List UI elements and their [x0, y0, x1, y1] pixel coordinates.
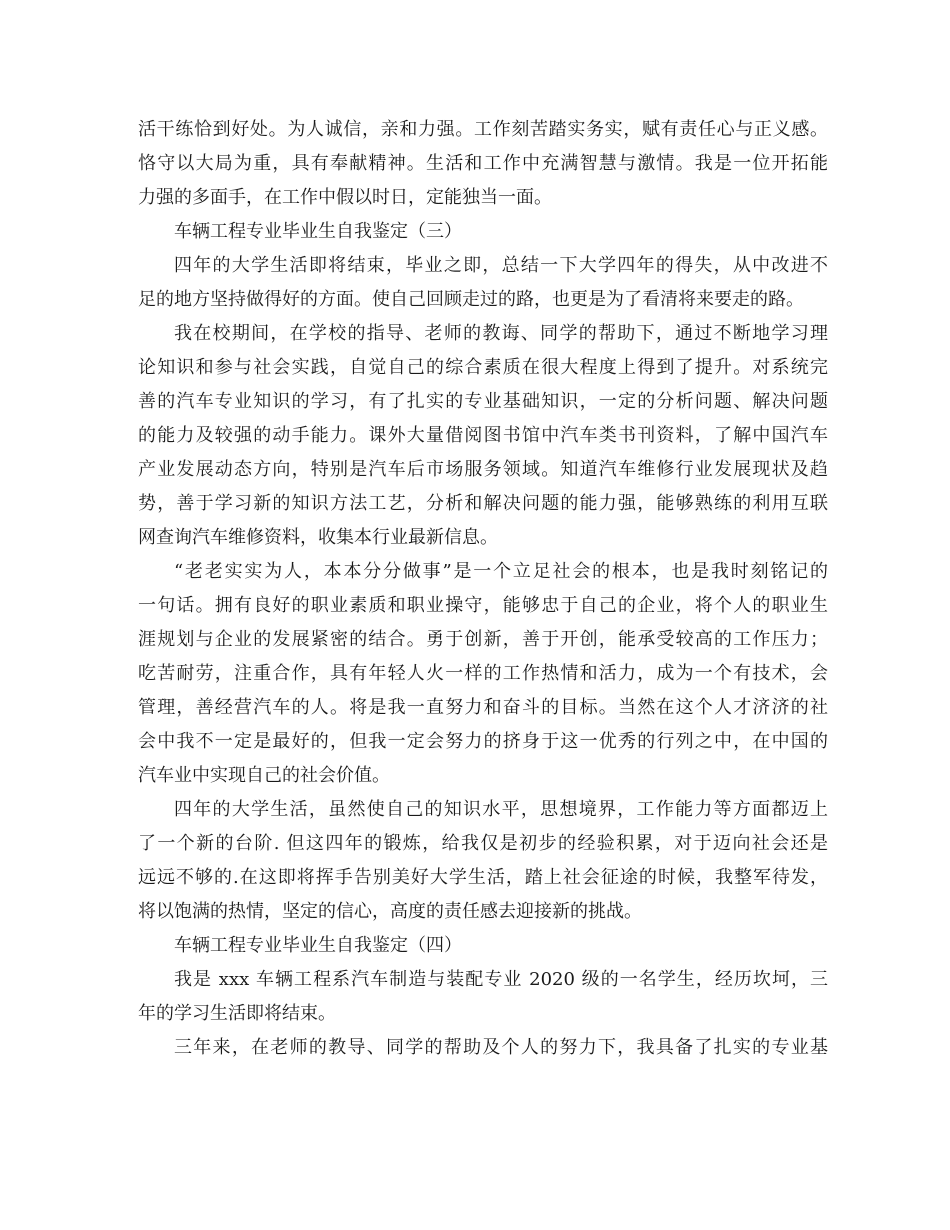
text-line: 的能力及较强的动手能力。课外大量借阅图书馆中汽车类书刊资料，了解中国汽车 — [138, 425, 828, 446]
text-line: 远远不够的.在这即将挥手告别美好大学生活，踏上社会征途的时候，我整军待发， — [138, 867, 828, 888]
text-line: 了一个新的台阶. 但这四年的锻炼，给我仅是初步的经验积累，对于迈向社会还是 — [138, 833, 828, 854]
text-line: 车辆工程专业毕业生自我鉴定（三） — [174, 221, 462, 242]
text-line: 吃苦耐劳，注重合作，具有年轻人火一样的工作热情和活力，成为一个有技术，会 — [138, 663, 828, 684]
text-line: 管理，善经营汽车的人。将是我一直努力和奋斗的目标。当然在这个人才济济的社 — [138, 697, 828, 718]
text-line: 论知识和参与社会实践，自觉自己的综合素质在很大程度上得到了提升。对系统完 — [138, 357, 828, 378]
text-line: 网查询汽车维修资料，收集本行业最新信息。 — [138, 527, 498, 548]
text-line: 我是 xxx 车辆工程系汽车制造与装配专业 2020 级的一名学生，经历坎坷，三 — [174, 969, 828, 990]
text-line: 恪守以大局为重，具有奉献精神。生活和工作中充满智慧与激情。我是一位开拓能 — [138, 153, 828, 174]
text-line: 汽车业中实现自己的社会价值。 — [138, 765, 390, 786]
text-line: 足的地方坚持做得好的方面。使自己回顾走过的路，也更是为了看清将来要走的路。 — [138, 289, 804, 310]
text-line: 力强的多面手，在工作中假以时日，定能独当一面。 — [138, 187, 552, 208]
text-line: 年的学习生活即将结束。 — [138, 1003, 336, 1024]
text-line: 四年的大学生活，虽然使自己的知识水平，思想境界，工作能力等方面都迈上 — [174, 799, 828, 820]
text-line: “老老实实为人，本本分分做事”是一个立足社会的根本，也是我时刻铭记的 — [174, 561, 828, 582]
text-line: 车辆工程专业毕业生自我鉴定（四） — [174, 935, 462, 956]
text-line: 我在校期间，在学校的指导、老师的教诲、同学的帮助下，通过不断地学习理 — [174, 323, 828, 344]
document-body — [138, 113, 828, 1065]
text-line: 将以饱满的热情，坚定的信心，高度的责任感去迎接新的挑战。 — [138, 901, 642, 922]
text-line: 产业发展动态方向，特别是汽车后市场服务领域。知道汽车维修行业发展现状及趋 — [138, 459, 828, 480]
text-line: 一句话。拥有良好的职业素质和职业操守，能够忠于自己的企业，将个人的职业生 — [138, 595, 828, 616]
text-line: 势，善于学习新的知识方法工艺，分析和解决问题的能力强，能够熟练的利用互联 — [138, 493, 828, 514]
text-line: 四年的大学生活即将结束，毕业之即，总结一下大学四年的得失，从中改进不 — [174, 255, 828, 276]
text-line: 三年来，在老师的教导、同学的帮助及个人的努力下，我具备了扎实的专业基 — [174, 1037, 828, 1058]
text-line: 活干练恰到好处。为人诚信，亲和力强。工作刻苦踏实务实，赋有责任心与正义感。 — [138, 119, 828, 140]
text-line: 会中我不一定是最好的，但我一定会努力的挤身于这一优秀的行列之中，在中国的 — [138, 731, 828, 752]
text-line: 涯规划与企业的发展紧密的结合。勇于创新，善于开创，能承受较高的工作压力； — [138, 629, 828, 650]
text-line: 善的汽车专业知识的学习，有了扎实的专业基础知识，一定的分析问题、解决问题 — [138, 391, 828, 412]
